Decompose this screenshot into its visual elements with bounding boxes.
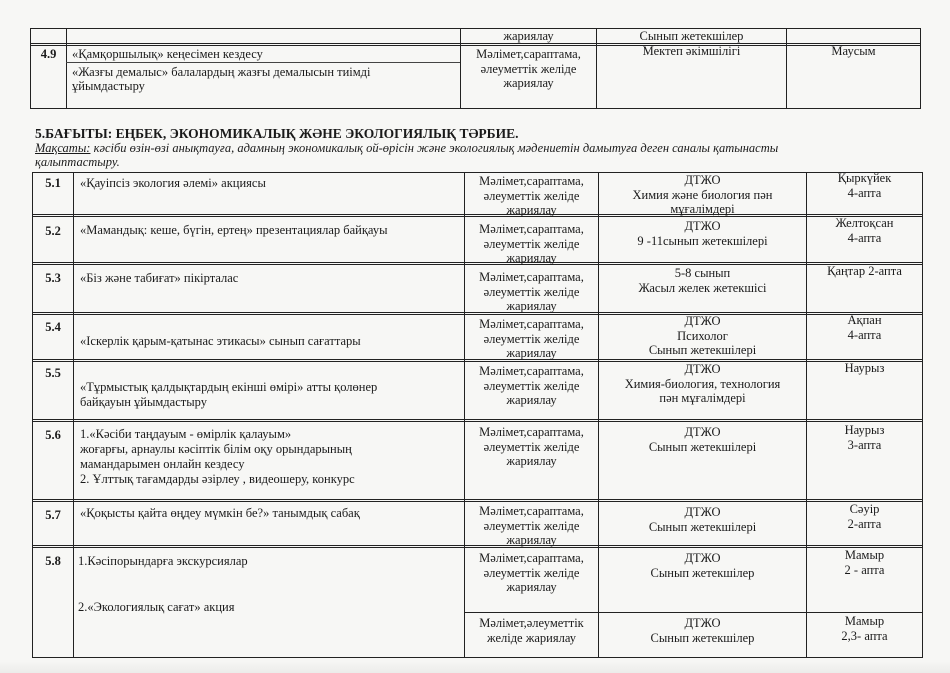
row-5-6-number: 5.6 bbox=[45, 428, 61, 442]
row-5-7-responsible: ДТЖО Сынып жетекшілері bbox=[648, 505, 757, 534]
row-5-4-method: Мәлімет,сараптама, әлеуметтік желіде жариялау bbox=[479, 317, 584, 360]
row-5-8b-responsible: ДТЖО Сынып жетекшілер bbox=[650, 616, 755, 645]
row-5-7-date: Сәуір 2-апта bbox=[847, 502, 882, 531]
section-title: 5.БАҒЫТЫ: ЕҢБЕК, ЭКОНОМИКАЛЫҚ ЖӘНЕ ЭКОЛОГИЯЛЫҚ ТӘРБИЕ. bbox=[35, 126, 519, 141]
row-5-5-event: «Тұрмыстық қалдықтардың екінші өмірі» атты қолөнер байқауын ұйымдастыру bbox=[80, 380, 378, 409]
row-5-8-date: Мамыр 2 - апта bbox=[844, 548, 885, 577]
row-5-8b-method: Мәлімет,әлеуметтік желіде жариялау bbox=[479, 616, 584, 645]
row-5-2-date: Желтоқсан 4-апта bbox=[835, 216, 894, 245]
row-5-7-method: Мәлімет,сараптама, әлеуметтік желіде жариялау bbox=[479, 504, 584, 547]
row-5-3-date: Қаңтар 2-апта bbox=[827, 264, 902, 278]
row-5-8-event-1: 1.Кәсіпорындарға экскурсиялар bbox=[78, 554, 248, 568]
row-4-9-responsible: Мектеп әкімшілігі bbox=[642, 44, 741, 58]
row-4-9-date: Маусым bbox=[831, 44, 876, 58]
purpose-label: Мақсаты: bbox=[35, 141, 91, 155]
row-5-8-method: Мәлімет,сараптама, әлеуметтік желіде жариялау bbox=[479, 551, 584, 594]
row-5-2-number: 5.2 bbox=[45, 224, 61, 238]
row-5-8-number: 5.8 bbox=[45, 554, 61, 568]
row-4-9-method: Мәлімет,сараптама, әлеуметтік желіде жариялау bbox=[476, 47, 581, 90]
row-5-4-date: Ақпан 4-апта bbox=[847, 313, 882, 342]
row-5-8-responsible: ДТЖО Сынып жетекшілер bbox=[650, 551, 755, 580]
fragment-method: жариялау bbox=[503, 29, 554, 43]
row-5-2-method: Мәлімет,сараптама, әлеуметтік желіде жариялау bbox=[479, 222, 584, 265]
row-5-6-date: Наурыз 3-апта bbox=[844, 423, 885, 452]
row-5-6-responsible: ДТЖО Сынып жетекшілері bbox=[648, 425, 757, 454]
row-5-8-event-2: 2.«Экологиялық сағат» акция bbox=[78, 600, 235, 614]
row-5-5-number: 5.5 bbox=[45, 366, 61, 380]
row-5-1-number: 5.1 bbox=[45, 176, 61, 190]
section-purpose bbox=[35, 141, 865, 169]
row-5-2-responsible: ДТЖО 9 -11сынып жетекшілері bbox=[637, 219, 768, 248]
row-5-1-date: Қыркүйек 4-апта bbox=[837, 171, 892, 200]
row-5-4-responsible: ДТЖО Психолог Сынып жетекшілері bbox=[648, 314, 757, 357]
row-5-3-responsible: 5-8 сынып Жасыл желек жетекшісі bbox=[638, 266, 767, 295]
row-5-1-responsible: ДТЖО Химия және биология пән мұғалімдері bbox=[632, 173, 773, 216]
row-5-5-date: Наурыз bbox=[844, 361, 885, 375]
row-5-8b-date: Мамыр 2,3- апта bbox=[841, 614, 888, 643]
row-4-9-event: «Қамқоршылық» кеңесімен кездесу «Жазғы демалыс» балалардың жазғы демалысын тиімді ұйымдастыру bbox=[72, 47, 371, 93]
row-5-1-method: Мәлімет,сараптама, әлеуметтік желіде жариялау bbox=[479, 174, 584, 217]
row-5-3-event: «Біз және табиғат» пікірталас bbox=[80, 271, 239, 285]
row-5-3-method: Мәлімет,сараптама, әлеуметтік желіде жариялау bbox=[479, 270, 584, 313]
row-5-7-number: 5.7 bbox=[45, 508, 61, 522]
row-5-7-event: «Қоқысты қайта өңдеу мүмкін бе?» танымдық сабақ bbox=[80, 506, 360, 520]
page-bottom-edge bbox=[0, 660, 950, 673]
row-5-3-number: 5.3 bbox=[45, 271, 61, 285]
row-4-9-number: 4.9 bbox=[40, 47, 57, 61]
fragment-responsible: Сынып жетекшілер bbox=[639, 29, 744, 43]
row-5-6-event: 1.«Кәсіби таңдауым - өмірлік қалауым» жоғарғы, арнаулы кәсіптік білім оқу орындарының мамандарымен онлайн кездесу 2. Ұлттық тағамдарды әзірлеу , видеошеру, конкурс bbox=[80, 427, 355, 486]
purpose-text-2: қалыптастыру. bbox=[35, 155, 120, 169]
row-5-6-method: Мәлімет,сараптама, әлеуметтік желіде жариялау bbox=[479, 425, 584, 468]
row-5-2-event: «Мамандық: кеше, бүгін, ертең» презентациялар байқауы bbox=[80, 223, 388, 237]
purpose-text-1: кәсіби өзін-өзі анықтауға, адамның экономикалық ой-өрісін және экологиялық мәдениетін дамытуға деген саналы қатынасты bbox=[90, 141, 779, 155]
row-5-4-number: 5.4 bbox=[45, 320, 61, 334]
row-5-4-event: «Іскерлік қарым-қатынас этикасы» сынып сағаттары bbox=[80, 334, 361, 348]
row-5-5-responsible: ДТЖО Химия-биология, технология пән мұғалімдері bbox=[624, 362, 781, 405]
row-5-5-method: Мәлімет,сараптама, әлеуметтік желіде жариялау bbox=[479, 364, 584, 407]
row-5-1-event: «Қауіпсіз экология әлемі» акциясы bbox=[80, 176, 266, 190]
